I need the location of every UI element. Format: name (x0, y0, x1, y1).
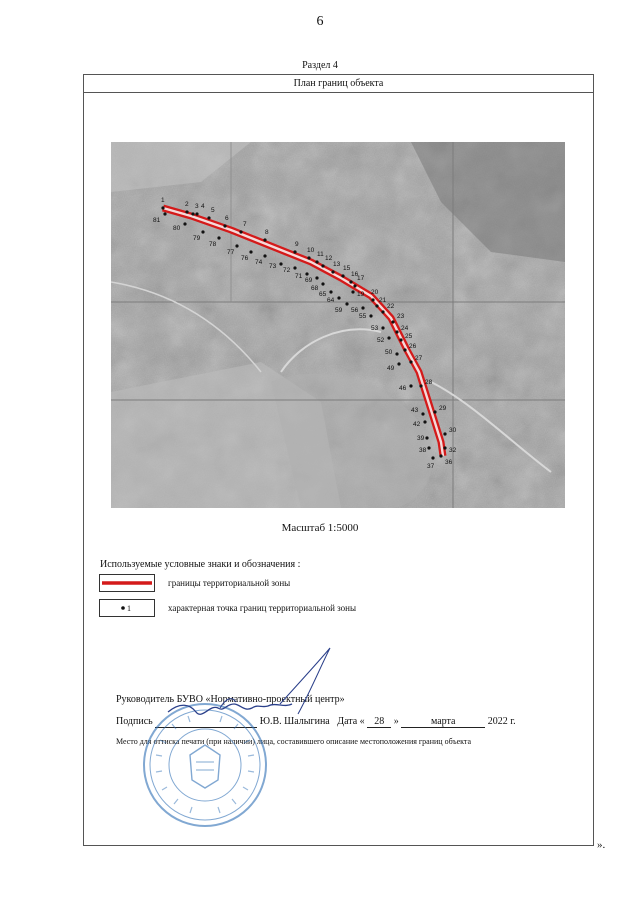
stamp-note: Место для оттиска печати (при наличии) лица, составившего описание местоположения границ объекта (116, 737, 472, 746)
point-label-71: 71 (295, 273, 303, 280)
point-marker-49 (397, 362, 400, 365)
point-marker-50 (395, 352, 398, 355)
frame-title: План границ объекта (83, 74, 594, 93)
point-label-20: 20 (371, 289, 379, 296)
point-label-11: 11 (317, 251, 324, 258)
point-marker-21 (375, 304, 378, 307)
point-label-27: 27 (415, 355, 423, 362)
point-label-17: 17 (357, 275, 365, 282)
legend-point-symbol (99, 599, 155, 617)
legend-boundary-symbol (99, 574, 155, 592)
point-marker-17 (353, 284, 356, 287)
point-label-32: 32 (449, 447, 457, 454)
point-label-36: 36 (445, 459, 453, 466)
point-marker-53 (381, 326, 384, 329)
point-marker-59 (345, 302, 348, 305)
point-marker-13 (331, 270, 334, 273)
point-marker-78 (217, 236, 220, 239)
point-label-65: 65 (319, 291, 327, 298)
aerial-photo-background (111, 142, 565, 508)
point-label-64: 64 (327, 297, 335, 304)
point-label-23: 23 (397, 313, 405, 320)
point-marker-20 (371, 298, 374, 301)
point-label-25: 25 (405, 333, 413, 340)
point-label-24: 24 (401, 325, 409, 332)
point-label-13: 13 (333, 261, 341, 268)
legend-point-label: 1 (127, 604, 131, 613)
point-marker-77 (235, 244, 238, 247)
point-label-4: 4 (201, 203, 205, 210)
point-marker-36 (439, 454, 442, 457)
date-month: марта (401, 716, 485, 728)
point-marker-8 (263, 238, 266, 241)
point-marker-30 (443, 432, 446, 435)
point-label-39: 39 (417, 435, 425, 442)
point-label-38: 38 (419, 447, 427, 454)
point-marker-72 (293, 266, 296, 269)
date-label: Дата « (337, 716, 365, 727)
point-label-2: 2 (185, 201, 189, 208)
point-marker-28 (419, 384, 422, 387)
point-label-19: 19 (357, 291, 365, 298)
point-marker-81 (163, 212, 166, 215)
point-label-1: 1 (161, 197, 165, 204)
sign-label: Подпись (116, 716, 153, 727)
point-marker-10 (307, 256, 310, 259)
point-marker-65 (329, 290, 332, 293)
point-marker-55 (369, 314, 372, 317)
point-label-50: 50 (385, 349, 393, 356)
point-label-37: 37 (427, 463, 435, 470)
point-label-76: 76 (241, 255, 249, 262)
date-day: 28 (367, 716, 391, 728)
point-label-77: 77 (227, 249, 235, 256)
legend-point-text: характерная точка границ территориальной зоны (168, 603, 357, 613)
point-label-72: 72 (283, 267, 291, 274)
point-marker-32 (443, 446, 446, 449)
legend-title: Используемые условные знаки и обозначения : (100, 559, 301, 570)
date-mid: » (393, 716, 399, 727)
point-marker-6 (223, 224, 226, 227)
point-marker-15 (341, 274, 344, 277)
point-label-43: 43 (411, 407, 419, 414)
point-label-26: 26 (409, 343, 417, 350)
point-label-78: 78 (209, 241, 217, 248)
point-marker-16 (349, 280, 352, 283)
point-label-12: 12 (325, 255, 333, 262)
point-marker-80 (183, 222, 186, 225)
point-label-15: 15 (343, 265, 351, 272)
boundary-map (111, 142, 565, 508)
point-marker-56 (361, 306, 364, 309)
point-marker-25 (399, 338, 402, 341)
point-marker-12 (321, 264, 324, 267)
point-label-49: 49 (387, 365, 395, 372)
point-marker-74 (263, 254, 266, 257)
point-marker-23 (391, 320, 394, 323)
point-marker-52 (387, 336, 390, 339)
point-label-29: 29 (439, 405, 447, 412)
point-label-22: 22 (387, 303, 395, 310)
point-label-16: 16 (351, 271, 359, 278)
point-label-21: 21 (379, 297, 387, 304)
point-label-3: 3 (195, 203, 199, 210)
point-marker-1 (161, 206, 164, 209)
point-marker-4 (195, 212, 198, 215)
handwritten-signature (160, 642, 350, 732)
point-marker-39 (425, 436, 428, 439)
point-label-28: 28 (425, 379, 433, 386)
point-marker-73 (279, 262, 282, 265)
point-label-30: 30 (449, 427, 457, 434)
point-marker-37 (431, 456, 434, 459)
signer-name: Ю.В. Шалыгина (259, 716, 330, 727)
point-marker-68 (321, 282, 324, 285)
point-marker-2 (185, 210, 188, 213)
point-marker-42 (423, 420, 426, 423)
closing-mark: ». (597, 839, 606, 851)
point-marker-38 (427, 446, 430, 449)
page-number: 6 (316, 14, 324, 29)
section-label: Раздел 4 (302, 60, 338, 71)
point-marker-27 (409, 360, 412, 363)
point-label-6: 6 (225, 215, 229, 222)
point-marker-24 (395, 330, 398, 333)
point-label-52: 52 (377, 337, 385, 344)
scale-text: Масштаб 1:5000 (281, 522, 359, 534)
legend-boundary-text: границы территориальной зоны (168, 578, 291, 588)
date-year: 2022 г. (487, 716, 516, 727)
director-line: Руководитель БУВО «Нормативно-проектный центр» (116, 694, 345, 705)
point-marker-46 (409, 384, 412, 387)
point-marker-71 (305, 272, 308, 275)
point-marker-26 (403, 348, 406, 351)
point-marker-19 (351, 290, 354, 293)
point-label-7: 7 (243, 221, 247, 228)
point-marker-79 (201, 230, 204, 233)
point-marker-22 (381, 310, 384, 313)
point-marker-76 (249, 250, 252, 253)
point-label-81: 81 (153, 217, 161, 224)
point-marker-7 (239, 230, 242, 233)
point-label-74: 74 (255, 259, 263, 266)
point-label-79: 79 (193, 235, 201, 242)
point-label-68: 68 (311, 285, 319, 292)
point-marker-43 (421, 412, 424, 415)
point-label-8: 8 (265, 229, 269, 236)
point-label-10: 10 (307, 247, 315, 254)
point-label-73: 73 (269, 263, 277, 270)
point-marker-69 (315, 276, 318, 279)
point-marker-64 (337, 296, 340, 299)
point-label-59: 59 (335, 307, 343, 314)
point-label-42: 42 (413, 421, 421, 428)
point-label-56: 56 (351, 307, 359, 314)
point-marker-9 (293, 250, 296, 253)
point-label-53: 53 (371, 325, 379, 332)
point-label-9: 9 (295, 241, 299, 248)
point-label-55: 55 (359, 313, 367, 320)
point-label-5: 5 (211, 207, 215, 214)
point-marker-3 (191, 212, 194, 215)
point-marker-29 (433, 410, 436, 413)
point-label-80: 80 (173, 225, 181, 232)
point-label-69: 69 (305, 277, 313, 284)
point-label-46: 46 (399, 385, 407, 392)
point-marker-11 (315, 260, 318, 263)
point-marker-5 (207, 216, 210, 219)
